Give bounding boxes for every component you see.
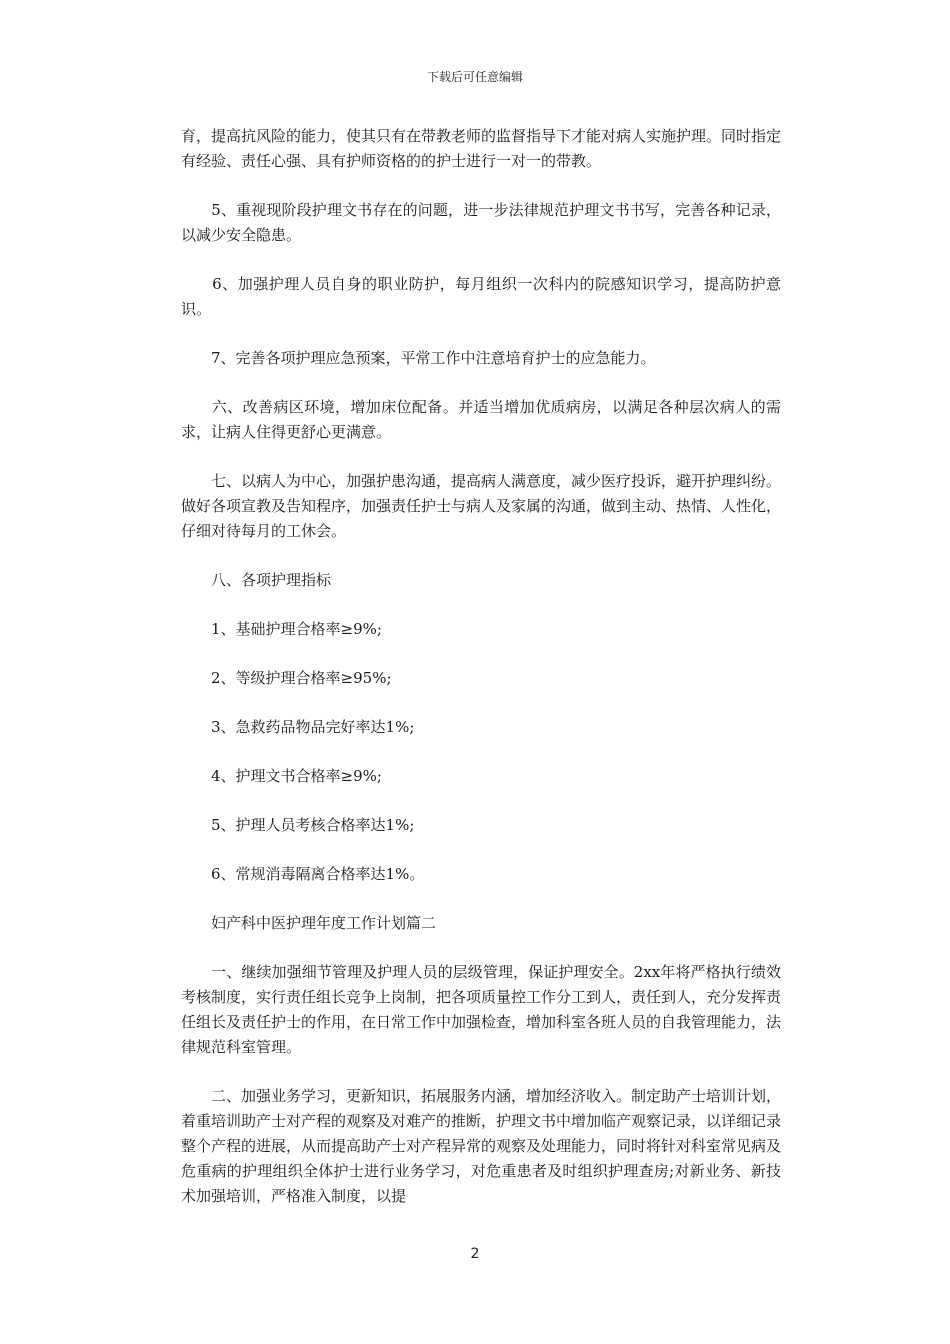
list-item: 1、基础护理合格率≥9%; <box>181 620 382 638</box>
page-number: 2 <box>470 1246 480 1262</box>
list-item: 4、护理文书合格率≥9%; <box>181 767 382 785</box>
list-item: 5、护理人员考核合格率达1%; <box>181 816 415 834</box>
paragraph: 二、加强业务学习，更新知识，拓展服务内涵，增加经济收入。制定助产士培训计划，着重培训助产士对产程的观察及对难产的推断，护理文书中增加临产观察记录，以详细记录整个产程的进展，从而提高助产士对产程异常的观察及处理能力，同时将针对科室常见病及危重病的护理组织全体护士进行业务学习，对危重患者及时组织护理查房;对新业务、新技术加强培训，严格准入制度，以提 <box>181 1087 782 1205</box>
list-item: 2、等级护理合格率≥95%; <box>181 669 392 687</box>
page-header: 下载后可任意编辑 <box>426 70 523 84</box>
paragraph: 育，提高抗风险的能力，使其只有在带教老师的监督指导下才能对病人实施护理。同时指定有经验、责任心强、具有护师资格的的护士进行一对一的带教。 <box>181 127 782 170</box>
paragraph: 六、改善病区环境，增加床位配备。并适当增加优质病房，以满足各种层次病人的需求，让病人住得更舒心更满意。 <box>181 398 781 441</box>
paragraph: 一、继续加强细节管理及护理人员的层级管理，保证护理安全。2xx年将严格执行绩效考核制度，实行责任组长竞争上岗制，把各项质量控工作分工到人，责任到人，充分发挥责任组长及责任护士的作用，在日常工作中加强检查，增加科室各班人员的自我管理能力，法律规范科室管理。 <box>181 963 782 1056</box>
section-heading: 八、各项护理指标 <box>181 571 332 589</box>
paragraph: 七、以病人为中心，加强护患沟通，提高病人满意度，减少医疗投诉，避开护理纠纷。做好各项宣教及告知程序，加强责任护士与病人及家属的沟通，做到主动、热情、人性化，仔细对待每月的工休会。 <box>181 472 782 540</box>
paragraph: 7、完善各项护理应急预案，平常工作中注意培育护士的应急能力。 <box>181 349 656 367</box>
document-body <box>181 124 781 1233</box>
list-item: 3、急救药品物品完好率达1%; <box>181 718 415 736</box>
paragraph: 5、重视现阶段护理文书存在的问题，进一步法律规范护理文书书写，完善各种记录，以减少安全隐患。 <box>181 201 781 244</box>
paragraph: 6、加强护理人员自身的职业防护，每月组织一次科内的院感知识学习，提高防护意识。 <box>181 275 781 318</box>
document-subtitle: 妇产科中医护理年度工作计划篇二 <box>181 914 437 932</box>
list-item: 6、常规消毒隔离合格率达1%。 <box>181 865 425 883</box>
